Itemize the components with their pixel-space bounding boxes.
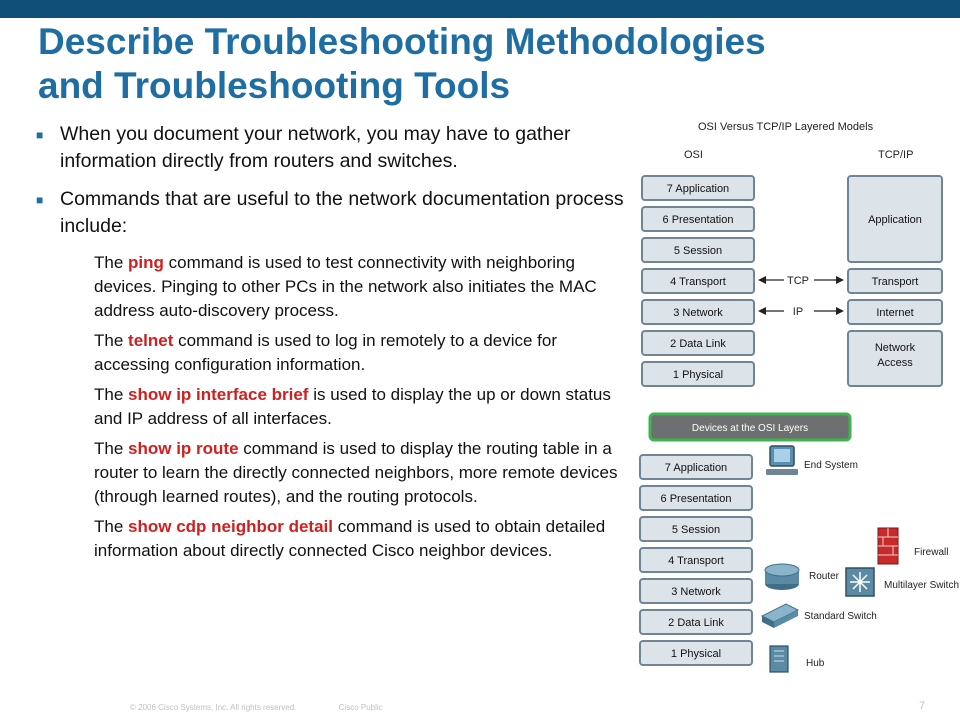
hub-label: Hub [806,658,825,669]
tcpip-layer-box [848,300,942,324]
top-bar [0,0,960,18]
device-layer-label: 4 Transport [668,555,724,567]
multilayer-switch-icon [846,568,874,596]
model-title: OSI Versus TCP/IP Layered Models [698,121,874,133]
title-line-1: Describe Troubleshooting Methodologies [38,21,766,62]
osi-layer-box [642,238,754,262]
command-description: command is used to log in remotely to a device for accessing configuration information. [94,331,558,374]
bullet-marker-icon: ■ [36,128,44,142]
osi-layer-label: 5 Session [673,245,723,257]
tcpip-layer-box [848,176,942,262]
device-layer-stack [640,455,752,665]
bullet-item [36,186,636,240]
osi-layer-box [642,300,754,324]
tcpip-layer-label: Transport [871,276,919,288]
command-item-show-cdp-neighbor-detail [94,515,636,563]
osi-heading: OSI [684,149,703,161]
hub-icon [770,646,788,672]
footer [130,703,423,712]
osi-layer-box [642,176,754,200]
osi-layer-label: 4 Transport [670,276,726,288]
tcpip-layer-label: Internet [876,307,914,319]
bullet-marker-icon: ■ [36,193,44,207]
tcpip-layer-box [848,331,942,386]
copyright-text: © 2006 Cisco Systems, Inc. All rights reserved. [130,703,297,712]
command-item-show-ip-route [94,437,636,509]
device-layer-box [640,455,752,479]
firewall-icon [878,528,898,564]
bullet-item [36,121,636,175]
tcpip-layer-label: Network [874,342,916,354]
device-layer-box [640,548,752,572]
tcpip-layer-label: Application [868,214,922,226]
osi-layer-box [642,362,754,386]
osi-layer-label: 7 Application [666,183,730,195]
command-prefix: The [94,385,129,404]
command-description: command is used to test connectivity with neighboring devices. Pinging to other PCs in the network also initiates the MAC address auto-discovery process. [94,253,597,320]
command-prefix: The [94,439,129,458]
osi-stack [642,176,754,386]
command-prefix: The [94,331,129,350]
command-description: command is used to display the routing table in a router to learn the directly connected neighbors, more remote devices (through learned routes), and the routing protocols. [94,439,618,506]
devices-banner [650,414,850,440]
device-layer-box [640,486,752,510]
standard-switch-icon [762,604,798,628]
device-layer-label: 2 Data Link [668,617,724,629]
device-layer-label: 3 Network [671,586,721,598]
standard-switch-label: Standard Switch [804,611,877,622]
command-item-ping [94,251,636,323]
command-prefix: The [94,253,129,272]
osi-layer-label: 1 Physical [672,369,724,381]
tcpip-heading: TCP/IP [878,149,914,161]
tcpip-stack [848,176,942,386]
slide-title [38,20,938,108]
osi-layer-box [642,207,754,231]
end-system-icon [766,446,798,475]
command-description: is used to display the up or down status and IP address of all interfaces. [94,385,611,428]
ip-label: IP [792,306,804,318]
bullet-text: Commands that are useful to the network documentation process include: [60,188,624,237]
device-layer-box [640,610,752,634]
firewall-label: Firewall [914,547,949,558]
command-item-show-ip-interface-brief [94,383,636,431]
command-item-telnet [94,329,636,377]
router-icon [765,564,799,590]
device-layer-label: 7 Application [664,462,728,474]
command-description: command is used to obtain detailed information about directly connected Cisco neighbor devices. [94,517,606,560]
devices-banner-label: Devices at the OSI Layers [691,423,809,434]
tcpip-layer-box [848,269,942,293]
end-system-label: End System [804,460,858,471]
osi-layer-box [642,269,754,293]
command-name: show ip route [128,439,239,458]
osi-layer-label: 3 Network [673,307,723,319]
router-label: Router [809,571,840,582]
page-number: 7 [919,700,926,712]
command-name: telnet [128,331,174,350]
slide-content [36,121,636,569]
device-layer-box [640,517,752,541]
bullet-text: When you document your network, you may have to gather information directly from routers and switches. [60,123,571,172]
device-layer-box [640,579,752,603]
title-line-2: and Troubleshooting Tools [38,65,511,106]
osi-layer-box [642,331,754,355]
command-prefix: The [94,517,129,536]
tcp-label: TCP [787,275,809,287]
multilayer-switch-label: Multilayer Switch [884,580,960,591]
tcpip-layer-label: Access [877,357,913,369]
device-layer-label: 6 Presentation [660,493,732,505]
command-name: ping [128,253,164,272]
osi-layer-label: 6 Presentation [662,214,734,226]
osi-diagram [634,110,960,675]
classification-text: Cisco Public [338,703,383,712]
device-layer-label: 5 Session [671,524,721,536]
osi-layer-label: 2 Data Link [670,338,726,350]
device-layer-box [640,641,752,665]
command-name: show cdp neighbor detail [128,517,333,536]
device-layer-label: 1 Physical [670,648,722,660]
command-name: show ip interface brief [128,385,309,404]
